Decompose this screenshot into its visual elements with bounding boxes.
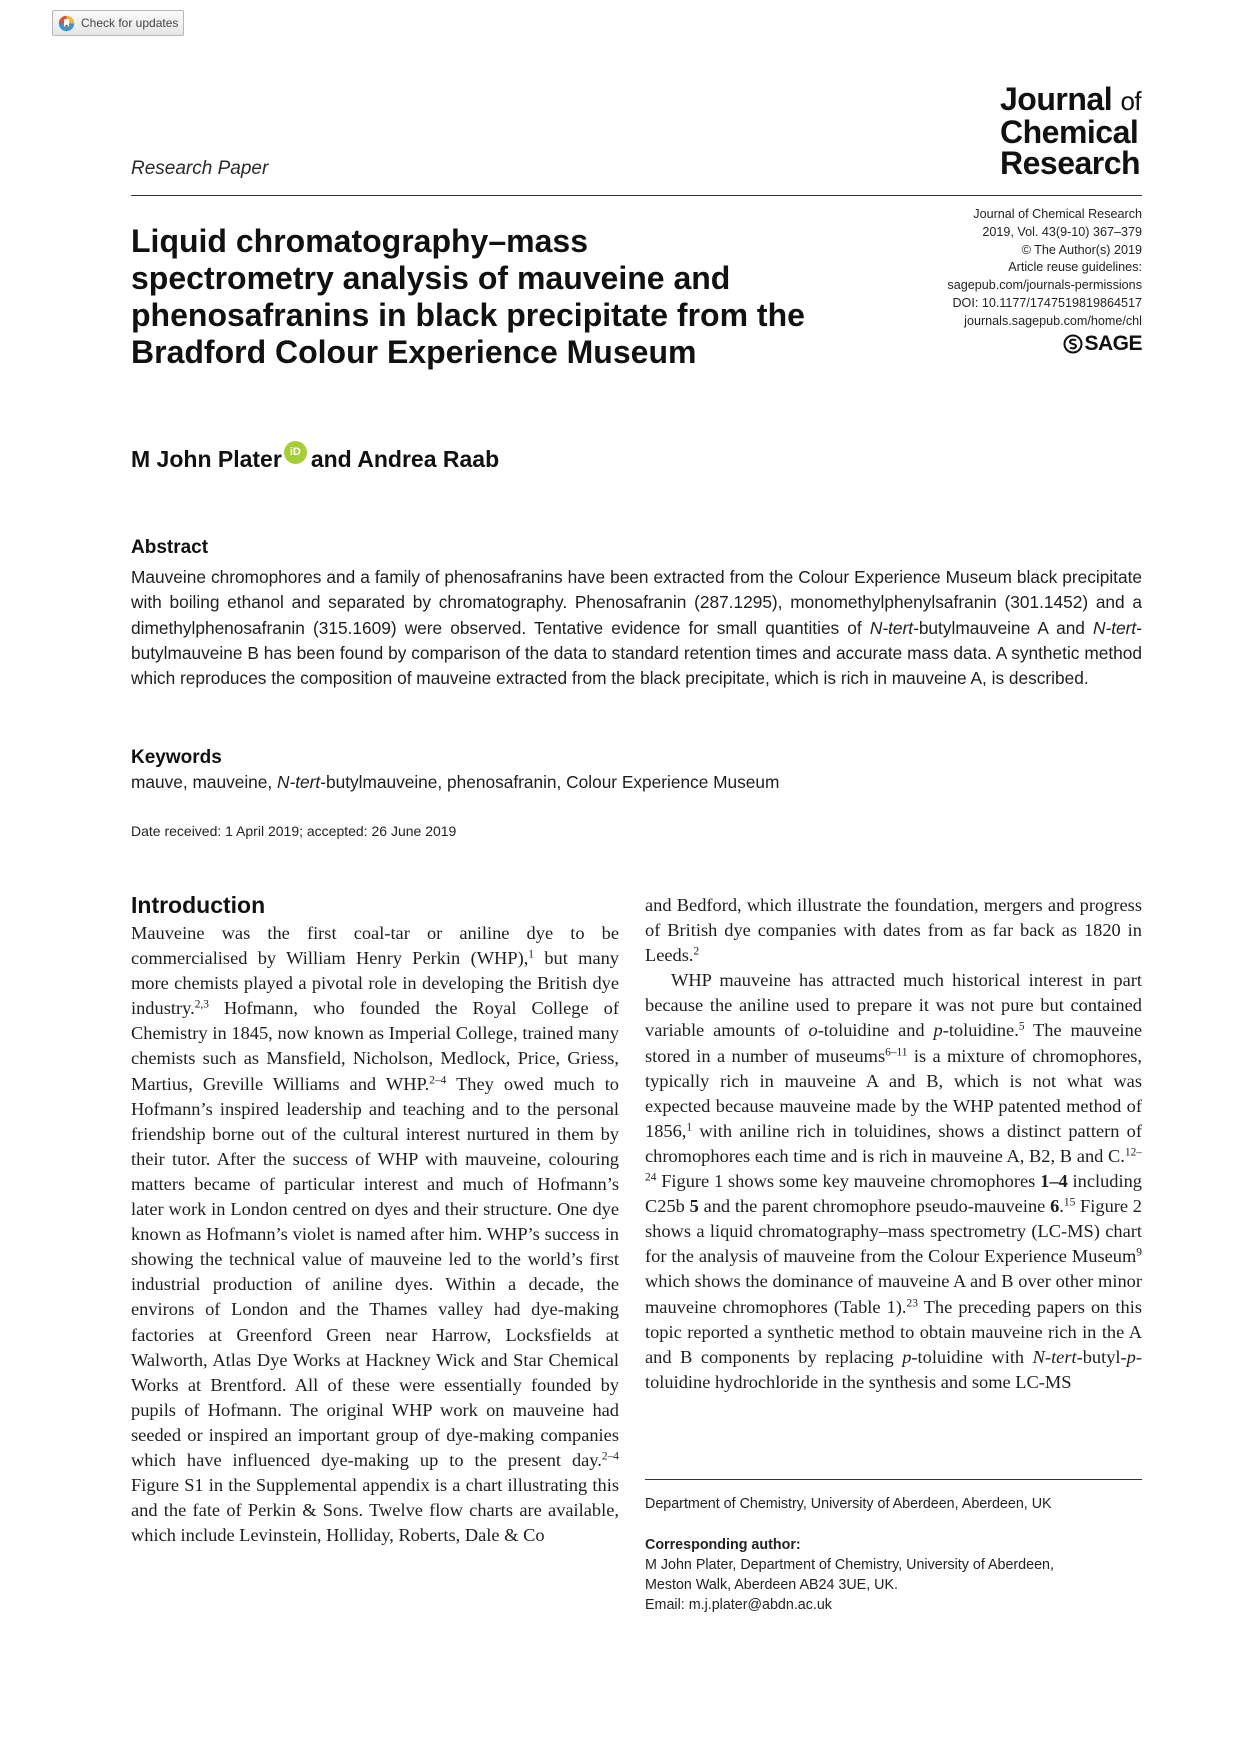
text-run: They owed much to Hofmann’s inspired leadership and teaching and to the personal friendship borne out of the cultural interest nurtured in them by their tutor. After the success of WHP with mauveine, colouring matters became of particular interest and much of Hofmann’s later work in London centred on dyes and their structure. One dye known as Hofmann’s violet is named after him. WHP’s success in showing the technical value of mauveine led to the world’s first industrial production of aniline dyes. Within a decade, the environs of London and the Thames valley had dye-making factories at Greenford Green near Harrow, Locksfields at Walworth, Atlas Dye Works at Hackney Wick and Star Chemical Works at Brentford. All of these were essentially founded by pupils of Hofmann. The original WHP work on mauveine had seeded or inspired an important group of dye-making companies which have influenced dye-making up to the present day. <box>131 1073 620 1470</box>
journal-logo <box>1000 81 1160 181</box>
corresponding-author-heading: Corresponding author: <box>645 1537 801 1553</box>
abstract-part: Mauveine chromophores and a family of phenosafranins have been extracted from the Colour Experience Museum black precipitate with boiling ethanol and separated by chromatography. Phenosafranin (287.1295), monomethylphenylsafranin (301.1452) and a dimethylphenosafranin (315.1609) were observed. Tentative evidence for small quantities of <box>131 567 1142 638</box>
sage-wordmark: SAGE <box>1084 332 1142 355</box>
text-run: WHP mauveine has attracted much historical interest in part because the aniline used to prepare it was not pure but contained variable amounts of <box>645 970 1142 1041</box>
publication-info <box>882 206 1142 331</box>
title-line: spectrometry analysis of mauveine and <box>131 260 731 296</box>
text-run: Mauveine was the first coal-tar or aniline dye to be commercialised by William Henry Perkin (WHP), <box>131 923 619 969</box>
intro-paragraph <box>645 968 1142 1395</box>
italic-run: p <box>902 1346 912 1367</box>
intro-paragraph <box>645 893 1142 968</box>
text-run: Figure 2 shows a liquid chromatography–mass spectrometry (LC-MS) chart for the analysis of mauveine from the Colour Experience Museum <box>645 1196 1142 1267</box>
keywords-part: -butylmauveine, phenosafranin, Colour Experience Museum <box>320 772 780 792</box>
text-run: and Bedford, which illustrate the foundation, mergers and progress of British dye companies with dates from as far back as 1820 in Leeds. <box>645 895 1142 966</box>
compound-number: 1–4 <box>1040 1171 1068 1192</box>
text-run: . <box>1059 1196 1064 1217</box>
copyright: © The Author(s) 2019 <box>1021 242 1142 257</box>
affiliation: Department of Chemistry, University of Aberdeen, Aberdeen, UK <box>645 1496 1052 1512</box>
text-run: -toluidine. <box>942 1020 1019 1041</box>
text-run: -toluidine hydrochloride in the synthesis and some LC-MS <box>645 1346 1142 1392</box>
corresponding-author-line: M John Plater, Department of Chemistry, University of Aberdeen, <box>645 1557 1054 1573</box>
citation[interactable]: 2 <box>693 945 700 958</box>
article-title <box>131 223 851 371</box>
journal-logo-line3: Research <box>1000 145 1141 181</box>
journal-logo-line2: Chemical <box>1000 114 1139 150</box>
text-run: including C25b <box>645 1171 1142 1217</box>
author-plater: M John Plater <box>131 446 282 472</box>
citation[interactable]: 2,3 <box>194 999 209 1012</box>
keywords-part: mauve, mauveine, <box>131 772 278 792</box>
abstract-italic: N-tert <box>1093 617 1137 638</box>
abstract-part: butylmauveine A and <box>918 617 1094 638</box>
citation[interactable]: 1 <box>686 1121 693 1134</box>
compound-number: 5 <box>689 1196 699 1217</box>
text-run: with aniline rich in toluidines, shows a distinct pattern of chromophores each time and is rich in mauveine A, B2, B and C. <box>645 1120 1142 1166</box>
sage-logo <box>1063 332 1142 356</box>
intro-paragraph <box>131 921 619 1548</box>
text-run: but many more chemists played a pivotal role in developing the British dye industry. <box>131 948 619 1019</box>
title-line: Bradford Colour Experience Museum <box>131 334 697 370</box>
journal-logo-line1: Journal <box>1000 81 1113 117</box>
footnote-rule <box>645 1479 1142 1480</box>
text-run: and the parent chromophore pseudo-mauveine <box>698 1196 1051 1217</box>
check-for-updates-label: Check for updates <box>81 16 179 30</box>
citation[interactable]: 1 <box>528 948 534 961</box>
header-rule <box>131 195 1142 196</box>
citation[interactable]: 5 <box>1018 1021 1025 1034</box>
abstract-part: -butylmauveine B has been found by comparison of the data to standard retention times and accurate mass data. A synthetic method which reproduces the composition of mauveine extracted from the black precipitate, which is rich in mauveine A, is described. <box>131 617 1142 689</box>
reuse-link[interactable]: sagepub.com/journals-permissions <box>947 278 1142 293</box>
citation[interactable]: 2–4 <box>601 1450 619 1463</box>
corresponding-author-line: Meston Walk, Aberdeen AB24 3UE, UK. <box>645 1577 898 1593</box>
journal-homepage-link[interactable]: journals.sagepub.com/home/chl <box>964 313 1142 328</box>
citation[interactable]: 9 <box>1136 1247 1142 1260</box>
compound-number: 6 <box>1050 1196 1060 1217</box>
text-run: is a mixture of chromophores, typically rich in mauveine A and B, which is not what was expected because mauveine made by the WHP patented method of 1856, <box>645 1045 1143 1141</box>
italic-run: N-tert <box>1032 1346 1077 1367</box>
sage-s-icon <box>1063 334 1083 354</box>
keywords-text <box>131 772 779 793</box>
intro-right-column <box>645 893 1142 1395</box>
intro-left-column <box>131 921 619 1548</box>
journal-logo-of: of <box>1120 86 1142 116</box>
introduction-heading: Introduction <box>131 892 266 918</box>
corresponding-author <box>645 1535 1054 1615</box>
title-line: phenosafranins in black precipitate from the <box>131 297 805 333</box>
text-run: which shows the dominance of mauveine A and B over other minor mauveine chromophores (Table 1). <box>645 1271 1142 1317</box>
check-for-updates-button[interactable] <box>52 10 184 36</box>
text-run: -toluidine and <box>817 1020 934 1041</box>
citation[interactable]: 12–24 <box>645 1146 1142 1184</box>
citation[interactable]: 6–11 <box>885 1046 908 1059</box>
keywords-italic: N-tert <box>277 772 321 792</box>
citation[interactable]: 15 <box>1063 1196 1076 1209</box>
dates-received: Date received: 1 April 2019; accepted: 26 June 2019 <box>131 823 457 839</box>
email-label: Email: <box>645 1597 689 1613</box>
title-line: Liquid chromatography–mass <box>131 223 588 259</box>
doi-link[interactable]: DOI: 10.1177/1747519819864517 <box>952 295 1142 310</box>
abstract-heading: Abstract <box>131 537 209 558</box>
italic-run: p <box>933 1020 943 1041</box>
corresponding-author-email <box>645 1595 1054 1615</box>
abstract-italic: N-tert- <box>869 617 919 638</box>
text-run: The preceding papers on this topic reported a synthetic method to obtain mauveine rich in the A and B components by replacing <box>645 1296 1142 1367</box>
citation[interactable]: 23 <box>906 1297 918 1310</box>
volume-info: 2019, Vol. 43(9-10) 367–379 <box>982 224 1142 239</box>
orcid-icon[interactable]: iD <box>284 441 307 464</box>
journal-name: Journal of Chemical Research <box>973 207 1142 221</box>
text-run: Figure 1 shows some key mauveine chromophores <box>656 1171 1041 1192</box>
italic-run: o <box>808 1020 818 1041</box>
text-run: Figure S1 in the Supplemental appendix is a chart illustrating this and the fate of Perkin & Sons. Twelve flow charts are available, which include Levinstein, Holliday, Roberts, Dale & Co <box>131 1475 619 1546</box>
text-run: -toluidine with <box>911 1346 1033 1367</box>
reuse-label: Article reuse guidelines: <box>1008 260 1142 275</box>
text-run: -butyl- <box>1076 1346 1127 1367</box>
text-run: Hofmann, who founded the Royal College of Chemistry in 1845, now known as Imperial College, trained many chemists such as Mansfield, Nicholson, Medlock, Price, Griess, Martius, Greville Williams and WHP. <box>131 998 619 1094</box>
article-type: Research Paper <box>131 158 269 179</box>
text-run: The mauveine stored in a number of museums <box>645 1020 1143 1066</box>
author-raab: and Andrea Raab <box>310 446 500 472</box>
email-link[interactable]: m.j.plater@abdn.ac.uk <box>688 1597 832 1613</box>
citation[interactable]: 2–4 <box>429 1074 447 1087</box>
italic-run: p <box>1126 1346 1136 1367</box>
crossmark-icon <box>58 15 75 32</box>
keywords-heading: Keywords <box>131 747 222 768</box>
abstract-text <box>131 565 1142 691</box>
authors <box>131 446 499 473</box>
